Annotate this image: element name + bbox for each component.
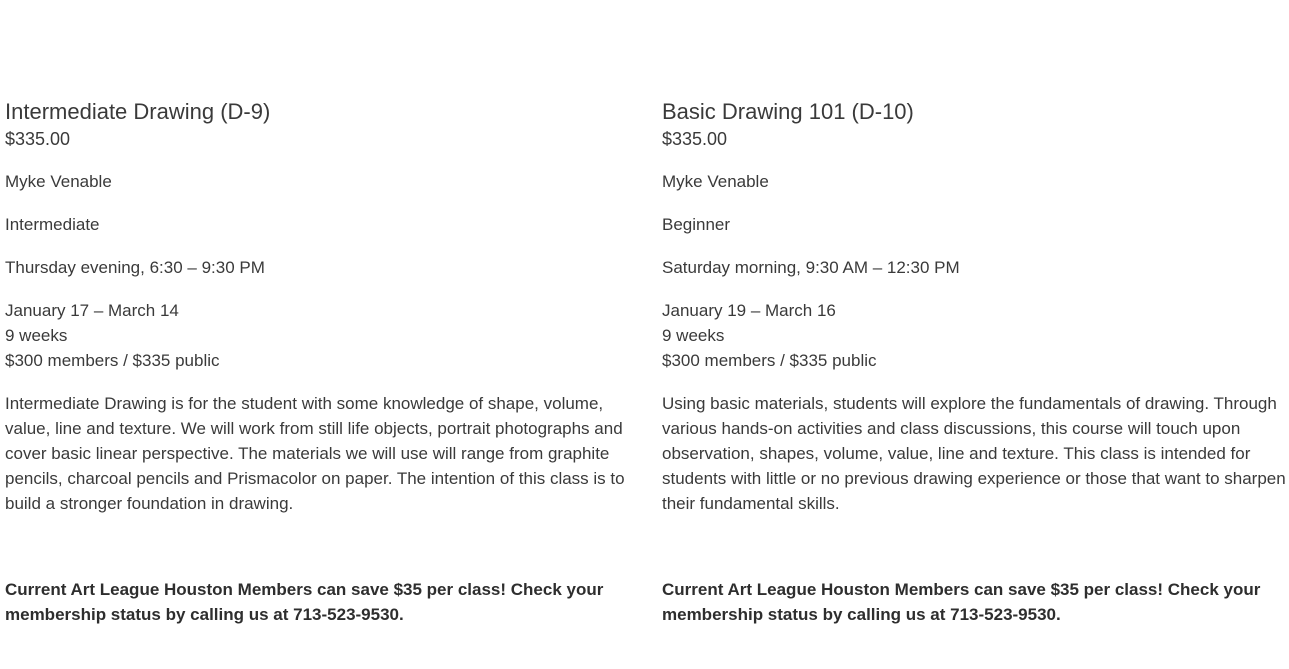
course-details [662,298,1287,373]
course-card-intermediate-drawing [5,98,630,627]
membership-notice: Current Art League Houston Members can save $35 per class! Check your membership status by calling us at 713-523-9530. [662,580,1261,624]
membership-notice: Current Art League Houston Members can save $35 per class! Check your membership status by calling us at 713-523-9530. [5,580,604,624]
course-fees: $300 members / $335 public [5,351,220,370]
course-duration: 9 weeks [5,326,68,345]
course-description: Intermediate Drawing is for the student with some knowledge of shape, volume, value, line and texture. We will work from still life objects, portrait photographs and cover basic linear perspective. The materials we will use will range from graphite pencils, charcoal pencils and Prismacolor on paper. The intention of this class is to build a stronger foundation in drawing. [5,394,625,513]
course-price: $335.00 [5,129,71,149]
course-dates: January 19 – March 16 [662,301,836,320]
course-level: Intermediate [5,215,100,234]
course-details [5,298,630,373]
course-title[interactable]: Intermediate Drawing (D-9) [5,99,271,124]
course-duration: 9 weeks [662,326,725,345]
course-instructor: Myke Venable [662,172,769,191]
course-description: Using basic materials, students will explore the fundamentals of drawing. Through various hands-on activities and class discussions, this course will touch upon observation, shapes, volume, value, line and texture. This class is intended for students with little or no previous drawing experience or those that want to sharpen their fundamental skills. [662,394,1286,513]
course-price: $335.00 [662,129,728,149]
course-instructor: Myke Venable [5,172,112,191]
course-title[interactable]: Basic Drawing 101 (D-10) [662,99,914,124]
course-card-basic-drawing [662,98,1287,627]
course-level: Beginner [662,215,731,234]
course-schedule: Thursday evening, 6:30 – 9:30 PM [5,258,265,277]
course-fees: $300 members / $335 public [662,351,877,370]
course-dates: January 17 – March 14 [5,301,179,320]
course-schedule: Saturday morning, 9:30 AM – 12:30 PM [662,258,960,277]
